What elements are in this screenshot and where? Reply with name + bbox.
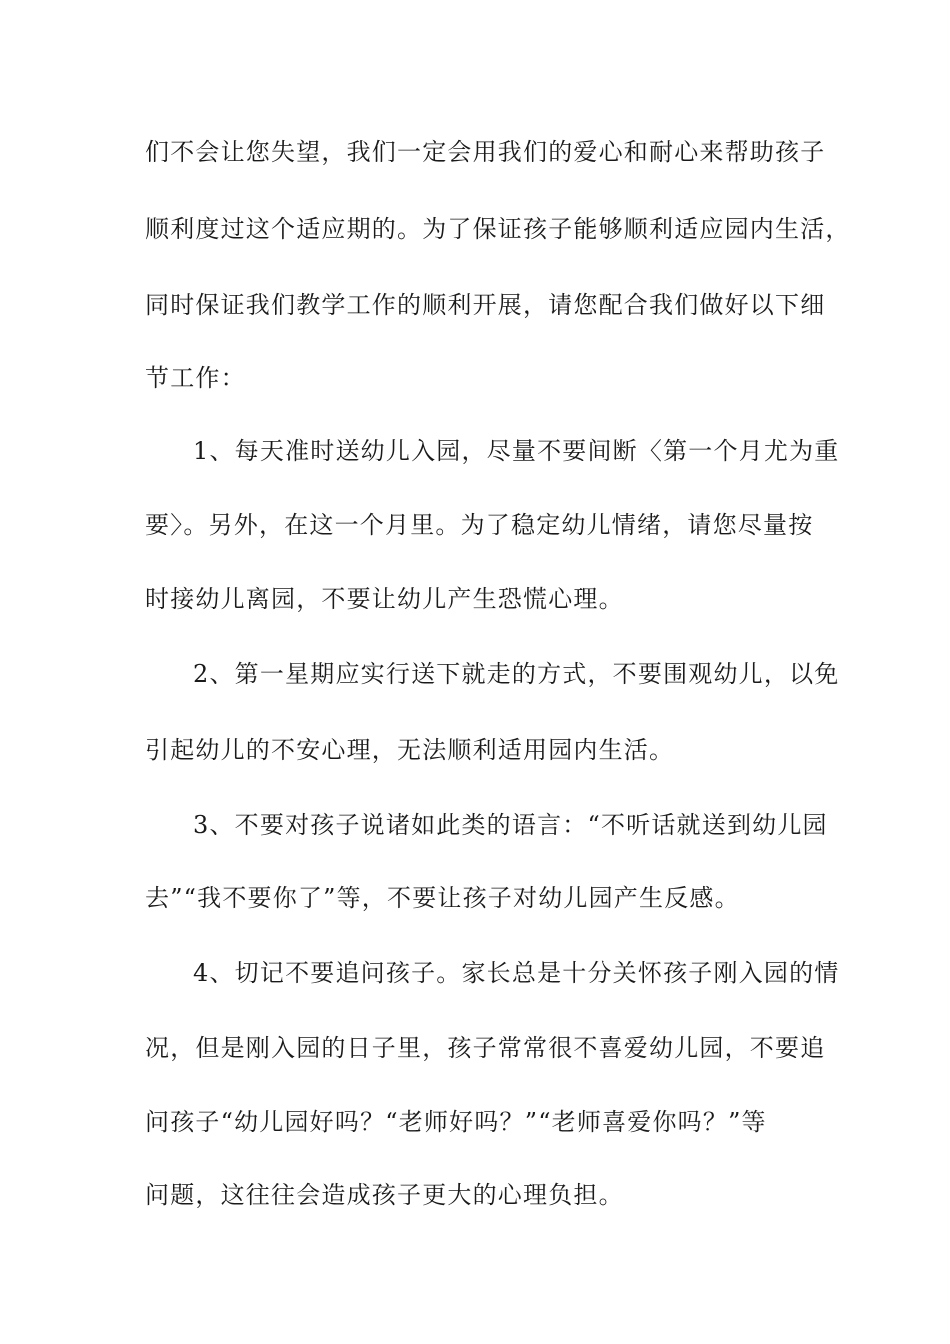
text-line: 去”“我不要你了”等，不要让孩子对幼儿园产生反感。: [145, 884, 740, 912]
text-line: 同时保证我们教学工作的顺利开展，请您配合我们做好以下细: [145, 291, 826, 319]
text-line: 问孩子“幼儿园好吗？“老师好吗？”“老师喜爱你吗？”等: [145, 1108, 767, 1136]
text-line: 引起幼儿的不安心理，无法顺利适用园内生活。: [145, 736, 675, 764]
text-line: 节工作：: [145, 364, 246, 392]
text-line: 们不会让您失望，我们一定会用我们的爱心和耐心来帮助孩子: [145, 138, 826, 166]
text-line: 况，但是刚入园的日子里，孩子常常很不喜爱幼儿园，不要追: [145, 1034, 826, 1062]
list-item-4-line: 4、切记不要追问孩子。家长总是十分关怀孩子刚入园的情: [193, 959, 840, 987]
list-item-3-line: 3、不要对孩子说诸如此类的语言：“不听话就送到幼儿园: [193, 811, 828, 839]
text-line: 问题，这往往会造成孩子更大的心理负担。: [145, 1181, 624, 1209]
text-line: 要〉。另外，在这一个月里。为了稳定幼儿情绪，请您尽量按: [145, 511, 814, 539]
text-line: 时接幼儿离园，不要让幼儿产生恐慌心理。: [145, 585, 624, 613]
list-item-2-line: 2、第一星期应实行送下就走的方式，不要围观幼儿，以免: [193, 660, 840, 688]
text-line: 顺利度过这个适应期的。为了保证孩子能够顺利适应园内生活，: [145, 215, 851, 243]
list-item-1-line: 1、每天准时送幼儿入园，尽量不要间断〈第一个月尤为重: [193, 437, 840, 465]
